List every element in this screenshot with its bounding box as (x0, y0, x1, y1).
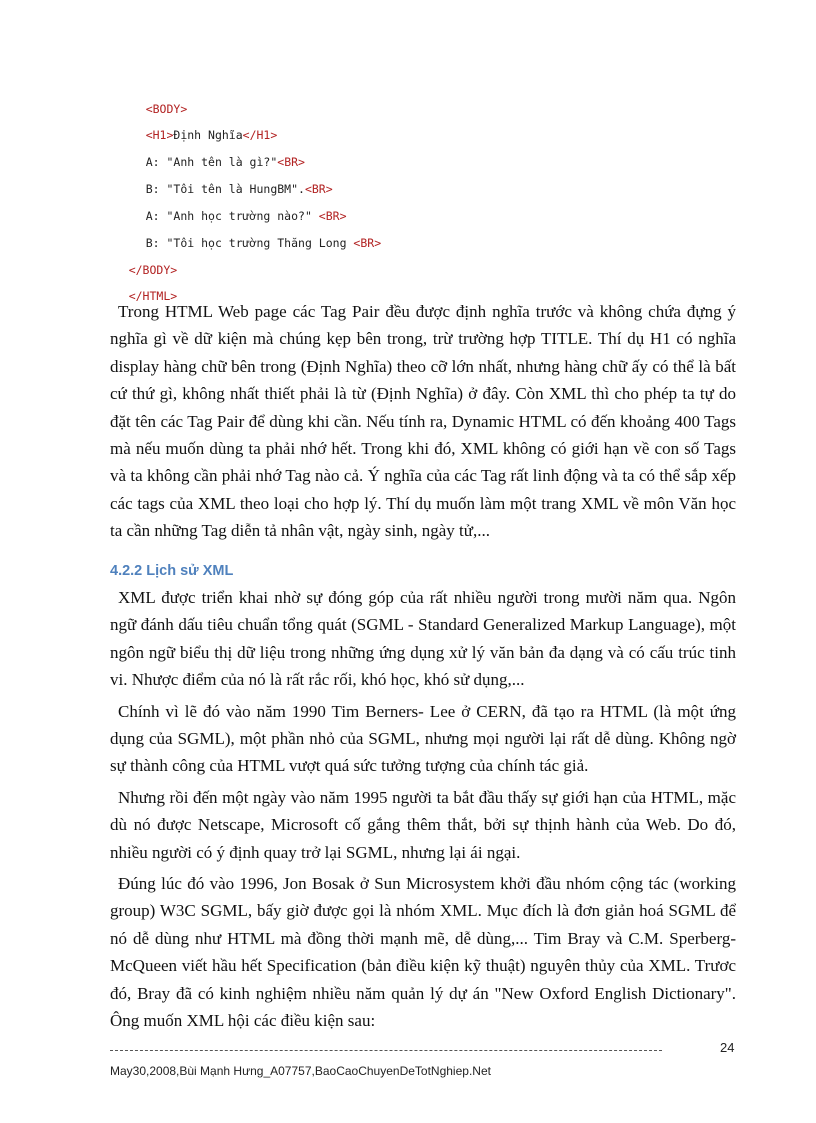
footer-text: May30,2008,Bùi Mạnh Hưng_A07757,BaoCaoChuyenDeTotNghiep.Net (110, 1064, 491, 1078)
code-line: </BODY> (128, 263, 178, 277)
code-line: A: "Anh tên là gì?"<BR> (145, 155, 305, 169)
paragraph: Nhưng rồi đến một ngày vào năm 1995 người ta bắt đầu thấy sự giới hạn của HTML, mặc dù nó được Netscape, Microsoft cố gắng thêm thắt, bởi sự thịnh hành của Web. Do đó, nhiều người có ý định quay trở lại SGML, nhưng lại ái ngại. (110, 787, 736, 862)
code-line: A: "Anh học trường nào?" <BR> (145, 209, 347, 223)
code-line: <H1>Định Nghĩa</H1> (145, 128, 278, 142)
code-line: </HTML> (128, 289, 178, 303)
paragraph: XML được triển khai nhờ sự đóng góp của rất nhiều người trong mười năm qua. Ngôn ngữ đánh dấu tiêu chuẩn tổng quát (SGML - Standard Generalized Markup Language), một ngôn ngữ biểu thị dữ liệu trong những ứng dụng xử lý văn bản đa dạng và có cấu trúc tinh vi. Nhược điểm của nó là rất rắc rối, khó học, khó sử dụng,... (110, 588, 736, 690)
paragraph: Chính vì lẽ đó vào năm 1990 Tim Berners- Lee ở CERN, đã tạo ra HTML (là một ứng dụng của SGML), một phần nhỏ của SGML, nhưng mọi người lại rất dễ dùng. Không ngờ sự thành công của HTML vượt quá sức tưởng tượng của chính tác giả. (110, 701, 736, 776)
code-line: <BODY> (145, 102, 188, 116)
footer-divider (110, 1050, 662, 1051)
intro-paragraph-block (110, 298, 736, 545)
history-paragraph-block (110, 584, 736, 1035)
paragraph: Đúng lúc đó vào 1996, Jon Bosak ở Sun Microsystem khởi đầu nhóm cộng tác (working group) W3C SGML, bấy giờ được gọi là nhóm XML. Mục đích là đơn giản hoá SGML để nó dễ dùng như HTML mà đồng thời mạnh mẽ, dễ dùng,... Tim Bray và C.M. Sperberg-McQueen viết hầu hết Specification (bản điều kiện kỹ thuật) nguyên thủy của XML. Trươc đó, Bray đã có kinh nghiệm nhiều năm quản lý dự án "New Oxford English Dictionary". Ông muốn XML hội các điều kiện sau: (110, 874, 736, 1031)
paragraph: Trong HTML Web page các Tag Pair đều được định nghĩa trước và không chứa đựng ý nghĩa gì về dữ kiện mà chúng kẹp bên trong, trừ trường hợp TITLE. Thí dụ H1 có nghĩa display hàng chữ bên trong (Định Nghĩa) theo cỡ lớn nhất, nhưng hàng chữ ấy có thể là bất cứ thứ gì, không nhất thiết phải là từ (Định Nghĩa) ở đây. Còn XML thì cho phép ta tự do đặt tên các Tag Pair để dùng khi cần. Nếu tính ra, Dynamic HTML có đến khoảng 400 Tags mà nếu muốn dùng ta phải nhớ hết. Trong khi đó, XML không có giới hạn về con số Tags và ta không cần phải nhớ Tag nào cả. Ý nghĩa của các Tag rất linh động và ta có thể sắp xếp các tags của XML theo loại cho hợp lý. Thí dụ muốn làm một trang XML về môn Văn học ta cần những Tag diễn tả nhân vật, ngày sinh, ngày tử,... (110, 302, 736, 541)
code-line: B: "Tôi học trường Thăng Long <BR> (145, 236, 382, 250)
page-number: 24 (720, 1040, 735, 1055)
section-heading: 4.2.2 Lịch sử XML (110, 563, 234, 579)
code-line: B: "Tôi tên là HungBM".<BR> (145, 182, 333, 196)
